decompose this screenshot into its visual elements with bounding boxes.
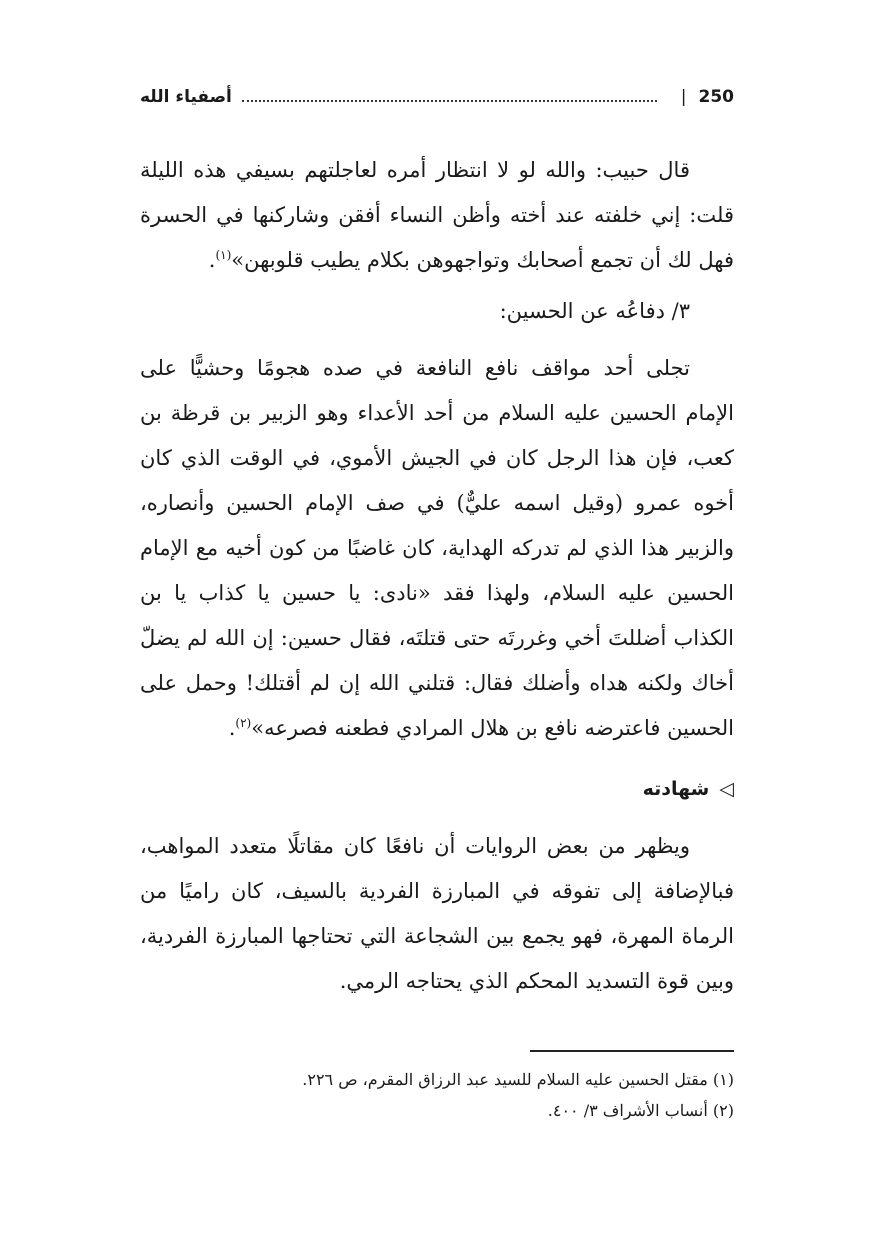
section-arrow-icon: ◁ bbox=[719, 778, 734, 800]
section-title: شهادته bbox=[642, 778, 710, 800]
paragraph-1 bbox=[140, 148, 734, 283]
footnote-2: (٢) أنساب الأشراف ٣/ ٤٠٠. bbox=[547, 1101, 734, 1120]
paragraph-1-end: . bbox=[208, 248, 216, 272]
footnote-ref-1[interactable]: (١) bbox=[215, 248, 232, 262]
page-number: 250 bbox=[698, 87, 734, 107]
paragraph-2 bbox=[140, 346, 734, 751]
running-header bbox=[140, 82, 734, 112]
subheading-defense: ٣/ دفاعُه عن الحسين: bbox=[499, 299, 690, 323]
header-separator: | bbox=[680, 87, 687, 107]
footnotes bbox=[140, 1064, 734, 1126]
section-heading-martyrdom bbox=[140, 767, 734, 812]
paragraph-3: ويظهر من بعض الروايات أن نافعًا كان مقاتلًا متعدد المواهب، فبالإضافة إلى تفوقه في المبارزة الفردية بالسيف، كان راميًا من الرماة المهرة، فهو يجمع بين الشجاعة التي تحتاجها المبارزة الفردية، وبين قوة التسديد المحكم الذي يحتاجه الرمي. bbox=[140, 834, 734, 993]
header-dotted-leader bbox=[242, 100, 657, 102]
footnote-divider bbox=[530, 1050, 734, 1052]
page-body bbox=[140, 148, 734, 1004]
paragraph-2-end: . bbox=[228, 716, 236, 740]
footnote-ref-2[interactable]: (٢) bbox=[235, 716, 252, 730]
book-title: أصفياء الله bbox=[140, 87, 232, 107]
paragraph-1-text: قال حبيب: والله لو لا انتظار أمره لعاجلتهم بسيفي هذه الليلة قلت: إني خلفته عند أخته وأظن النساء أفقن وشاركنها في الحسرة فهل لك أن تجمع أصحابك وتواجهوهن بكلام يطيب قلوبهن» bbox=[140, 158, 734, 272]
footnote-1: (١) مقتل الحسين عليه السلام للسيد عبد الرزاق المقرم، ص ٢٢٦. bbox=[302, 1070, 734, 1089]
paragraph-2-text: تجلى أحد مواقف نافع النافعة في صده هجومًا وحشيًّا على الإمام الحسين عليه السلام من أحد الأعداء وهو الزبير بن قرظة بن كعب، فإن هذا الرجل كان في الجيش الأموي، في الوقت الذي كان أخوه عمرو (وقيل اسمه عليٌّ) في صف الإمام الحسين وأنصاره، والزبير هذا الذي لم تدركه الهداية، كان غاضبًا من كون أخيه مع الإمام الحسين عليه السلام، ولهذا فقد «نادى: يا حسين يا كذاب يا بن الكذاب أضللتَ أخي وغررتَه حتى قتلتَه، فقال حسين: إن الله لم يضلّ أخاك ولكنه هداه وأضلك فقال: قتلني الله إن لم أقتلك! وحمل على الحسين فاعترضه نافع بن هلال المرادي فطعنه فصرعه» bbox=[140, 356, 734, 740]
